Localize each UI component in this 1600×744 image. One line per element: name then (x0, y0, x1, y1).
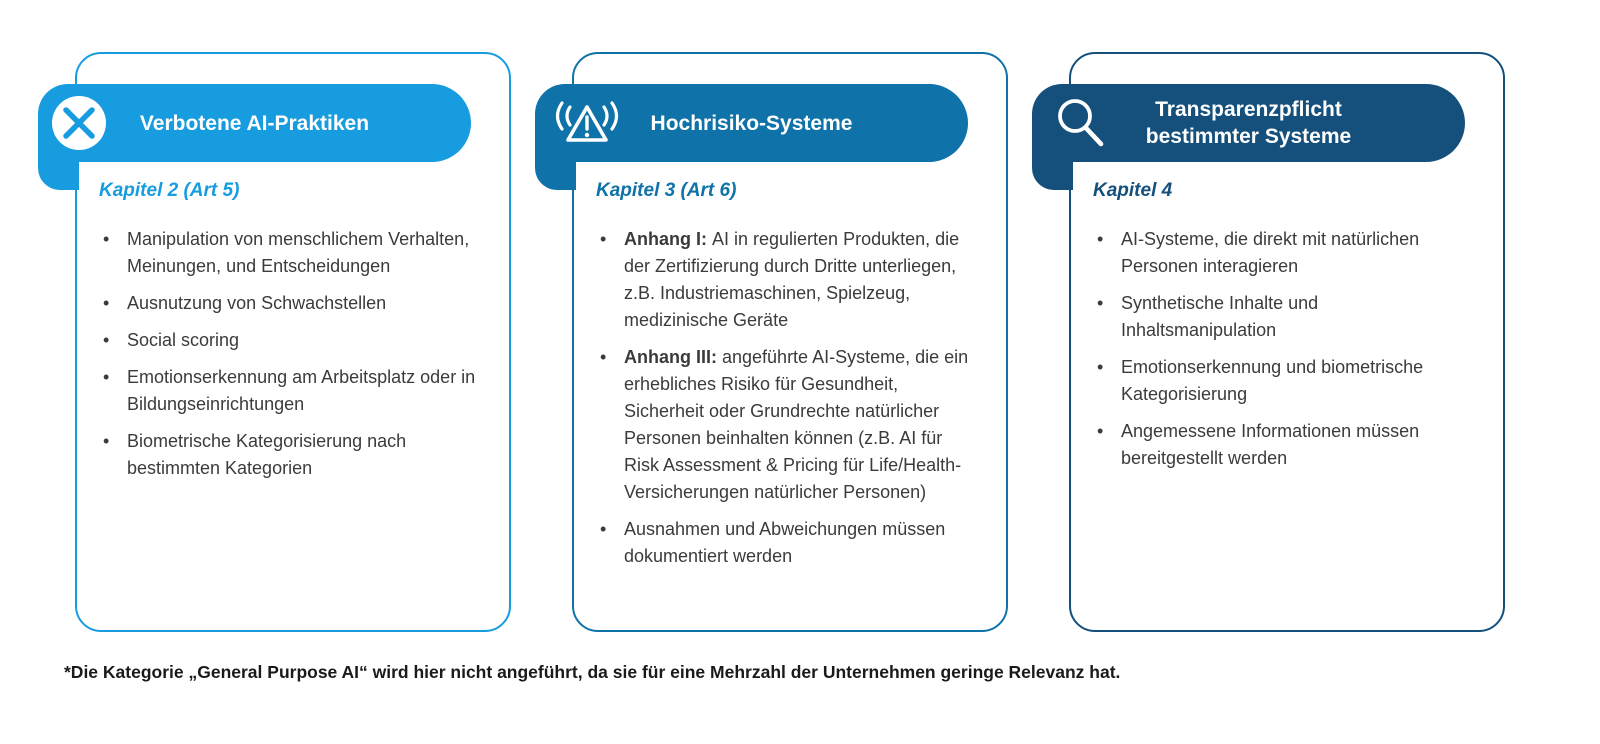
card-verbotene-ai-praktiken (75, 52, 511, 632)
bullet-item (1093, 290, 1473, 344)
transparency-magnifier-icon (1052, 95, 1108, 151)
chapter-label: Kapitel 3 (Art 6) (596, 180, 737, 201)
bullet-list (1093, 226, 1483, 482)
bullet-bold-prefix: Anhang I: (624, 229, 712, 249)
chapter-label: Kapitel 4 (1093, 180, 1173, 201)
bullet-text: AI in regulierten Produkten, die der Zertifizierung durch Dritte unterliegen, z.B. Industriemaschinen, Spielzeug, medizinische Geräte (624, 229, 960, 330)
card-header-pill (1032, 84, 1465, 162)
bullet-item (99, 327, 479, 354)
card-header-pill (38, 84, 471, 162)
bullet-item (1093, 226, 1473, 280)
bullet-item (99, 364, 479, 418)
bullet-item (99, 428, 479, 482)
card-hochrisiko-systeme (572, 52, 1008, 632)
high-risk-alert-broadcast-icon (549, 94, 625, 152)
card-title: Hochrisiko-Systeme (650, 111, 853, 135)
bullet-text: Synthetische Inhalte und Inhaltsmanipulation (1121, 293, 1319, 340)
bullet-text: Ausnutzung von Schwachstellen (127, 293, 387, 313)
bullet-list (99, 226, 489, 492)
card-transparenzpflicht (1069, 52, 1505, 632)
card-title: Transparenzpflicht bestimmter Systeme (1145, 98, 1352, 148)
card-header-pill (535, 84, 968, 162)
bullet-item (99, 226, 479, 280)
footnote: *Die Kategorie „General Purpose AI“ wird hier nicht angeführt, da sie für eine Mehrzahl der Unternehmen geringe Relevanz hat. (64, 662, 1121, 682)
bullet-item (1093, 418, 1473, 472)
bullet-item (596, 516, 976, 570)
bullet-text: Biometrische Kategorisierung nach bestimmten Kategorien (127, 431, 407, 478)
bullet-list (596, 226, 986, 580)
bullet-item (99, 290, 479, 317)
prohibited-cross-circle-icon (50, 94, 108, 152)
bullet-text: Ausnahmen und Abweichungen müssen dokumentiert werden (624, 519, 946, 566)
bullet-text: Emotionserkennung und biometrische Kategorisierung (1121, 357, 1424, 404)
chapter-label: Kapitel 2 (Art 5) (99, 180, 240, 201)
bullet-text: AI-Systeme, die direkt mit natürlichen Personen interagieren (1121, 229, 1420, 276)
bullet-text: Manipulation von menschlichem Verhalten, Meinungen, und Entscheidungen (127, 229, 470, 276)
bullet-text: Emotionserkennung am Arbeitsplatz oder in Bildungseinrichtungen (127, 367, 476, 414)
bullet-text: Social scoring (127, 330, 240, 350)
bullet-item (596, 226, 976, 334)
bullet-item (1093, 354, 1473, 408)
card-title: Verbotene AI-Praktiken (139, 111, 370, 135)
bullet-text: Angemessene Informationen müssen bereitgestellt werden (1121, 421, 1420, 468)
bullet-text: angeführte AI-Systeme, die ein erhebliches Risiko für Gesundheit, Sicherheit oder Grundrechte natürlicher Personen beinhalten können (z.B. AI für Risk Assessment & Pricing für Life/Health-Versicherungen natürlicher Personen) (624, 347, 969, 502)
bullet-bold-prefix: Anhang III: (624, 347, 722, 367)
bullet-item (596, 344, 976, 506)
